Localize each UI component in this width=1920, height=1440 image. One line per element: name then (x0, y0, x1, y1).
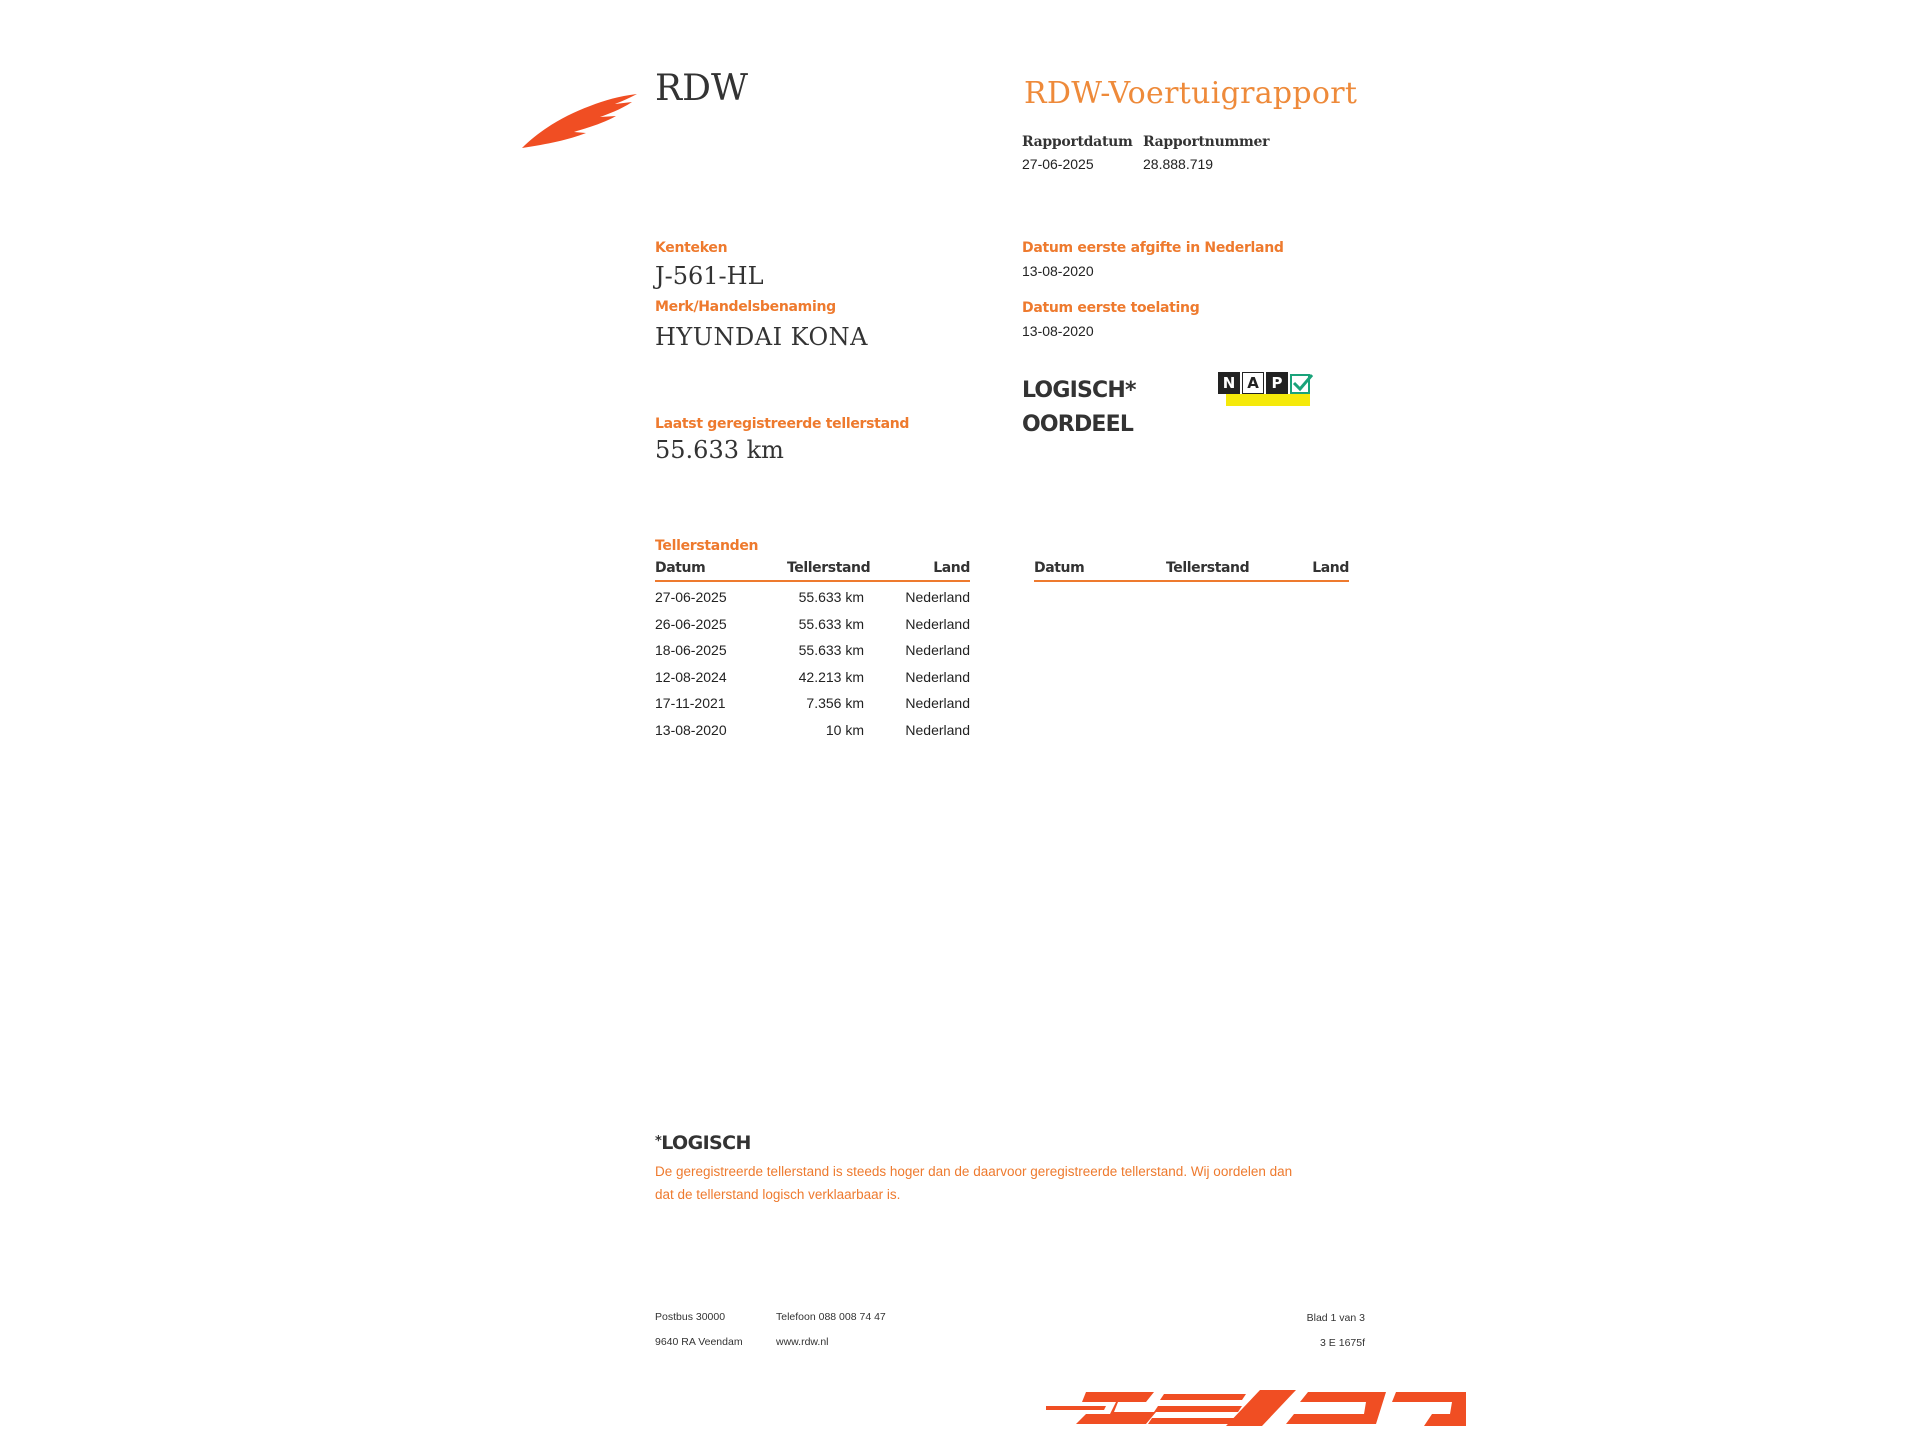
first-admission-label: Datum eerste toelating (1022, 300, 1200, 316)
nap-badge (1218, 372, 1310, 406)
table-row (655, 722, 970, 749)
decorative-stripes (1046, 1388, 1466, 1428)
note-star: * (655, 1134, 662, 1149)
brand-name: RDW (655, 68, 748, 109)
nap-letter-n: N (1218, 372, 1240, 394)
footer-city: 9640 RA Veendam (655, 1336, 743, 1348)
check-icon (1290, 372, 1314, 396)
readings-title: Tellerstanden (655, 538, 759, 554)
table-header (1034, 560, 1349, 582)
readings-table-right (1034, 560, 1349, 582)
report-title: RDW-Voertuigrapport (1024, 76, 1358, 111)
nap-letter-a: A (1242, 372, 1264, 394)
table-row (655, 616, 970, 643)
column-header-reading: Tellerstand (1166, 560, 1250, 576)
table-header (655, 560, 970, 582)
cell-date: 27-06-2025 (655, 589, 727, 605)
make-label: Merk/Handelsbenaming (655, 299, 836, 315)
report-number: 28.888.719 (1143, 156, 1214, 172)
column-header-country: Land (1312, 560, 1349, 576)
rdw-logo-icon (520, 90, 640, 152)
cell-reading: 42.213 km (798, 668, 864, 685)
odometer-label: Laatst geregistreerde tellerstand (655, 416, 910, 432)
make-name: HYUNDAI KONA (655, 323, 868, 351)
cell-reading: 55.633 km (798, 642, 864, 658)
readings-table-left (655, 560, 970, 748)
cell-reading: 55.633 km (798, 589, 864, 605)
footer-postbus: Postbus 30000 (655, 1311, 726, 1323)
verdict-line1: LOGISCH* (1022, 378, 1136, 403)
cell-country: Nederland (905, 668, 970, 685)
report-number-label: Rapportnummer (1143, 134, 1270, 150)
report-date-label: Rapportdatum (1022, 134, 1133, 150)
footer-page: Blad 1 van 3 (1306, 1312, 1365, 1324)
first-admission-date: 13-08-2020 (1022, 323, 1094, 339)
note-text-line1: De geregistreerde tellerstand is steeds hoger dan de daarvoor geregistreerde tellerstand. Wij oordelen dan (655, 1164, 1293, 1179)
cell-country: Nederland (905, 589, 970, 605)
cell-date: 12-08-2024 (655, 668, 727, 685)
table-body (655, 582, 970, 748)
column-header-country: Land (933, 560, 970, 576)
note-text-line2: dat de tellerstand logisch verklaarbaar is. (655, 1187, 901, 1202)
cell-date: 26-06-2025 (655, 615, 727, 632)
report-date: 27-06-2025 (1022, 156, 1094, 172)
cell-date: 17-11-2021 (655, 695, 726, 711)
note-title (655, 1132, 751, 1154)
cell-country: Nederland (905, 721, 970, 738)
cell-country: Nederland (905, 642, 970, 658)
nap-letter-p: P (1266, 372, 1288, 394)
cell-reading: 7.356 km (806, 695, 864, 711)
cell-country: Nederland (905, 615, 970, 632)
cell-reading: 55.633 km (798, 615, 864, 632)
cell-date: 18-06-2025 (655, 642, 727, 658)
first-issue-label: Datum eerste afgifte in Nederland (1022, 240, 1284, 256)
plate-label: Kenteken (655, 240, 728, 256)
table-row (655, 589, 970, 616)
cell-date: 13-08-2020 (655, 721, 727, 738)
cell-country: Nederland (905, 695, 970, 711)
footer-web: www.rdw.nl (776, 1336, 829, 1348)
verdict-line2: OORDEEL (1022, 412, 1134, 437)
column-header-date: Datum (655, 560, 706, 576)
footer-phone: Telefoon 088 008 74 47 (776, 1311, 886, 1323)
plate-number: J-561-HL (655, 262, 764, 290)
table-row (655, 695, 970, 722)
first-issue-date: 13-08-2020 (1022, 263, 1094, 279)
table-row (655, 669, 970, 696)
column-header-date: Datum (1034, 560, 1085, 576)
cell-reading: 10 km (825, 721, 864, 738)
footer-code: 3 E 1675f (1320, 1337, 1365, 1349)
note-title-text: LOGISCH (661, 1132, 751, 1154)
odometer-value: 55.633 km (655, 436, 784, 464)
table-row (655, 642, 970, 669)
column-header-reading: Tellerstand (787, 560, 871, 576)
